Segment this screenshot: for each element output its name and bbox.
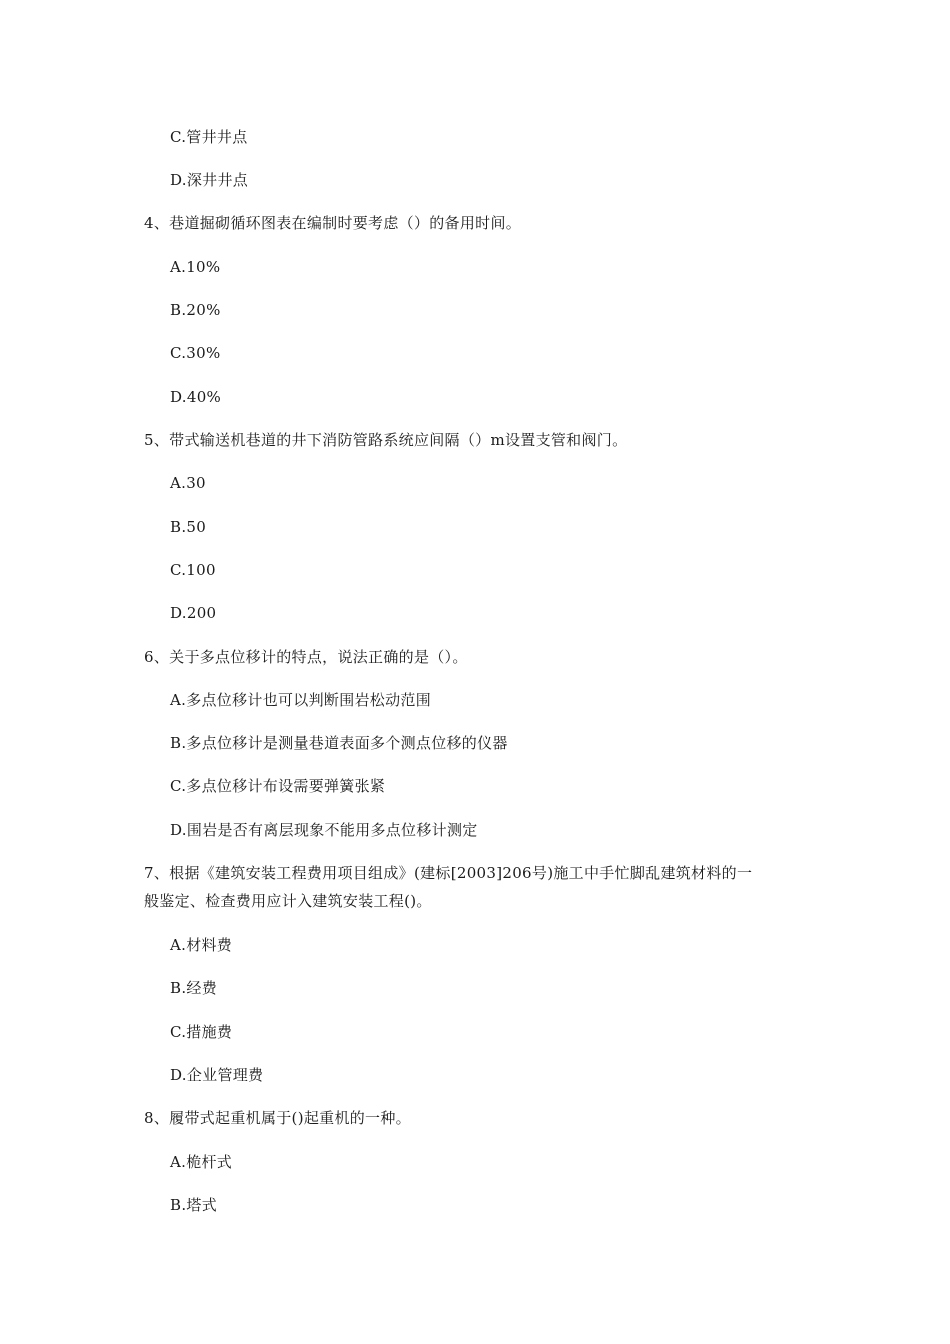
option-8a: A.桅杆式: [170, 1153, 233, 1171]
option-4c: C.30%: [170, 344, 221, 362]
question-7-line-2: 般鉴定、检查费用应计入建筑安装工程()。: [144, 892, 432, 910]
option-5c: C.100: [170, 561, 216, 579]
question-4: 4、巷道掘砌循环图表在编制时要考虑（）的备用时间。: [144, 214, 522, 232]
option-3d: D.深井井点: [170, 171, 249, 189]
option-7b: B.经费: [170, 979, 217, 997]
question-6: 6、关于多点位移计的特点，说法正确的是（）。: [144, 648, 468, 666]
option-7a: A.材料费: [170, 936, 233, 954]
option-6d: D.围岩是否有离层现象不能用多点位移计测定: [170, 821, 478, 839]
option-8b: B.塔式: [170, 1196, 217, 1214]
option-4b: B.20%: [170, 301, 221, 319]
option-6c: C.多点位移计布设需要弹簧张紧: [170, 777, 386, 795]
option-7d: D.企业管理费: [170, 1066, 264, 1084]
option-6b: B.多点位移计是测量巷道表面多个测点位移的仪器: [170, 734, 508, 752]
option-4a: A.10%: [170, 258, 221, 276]
option-5b: B.50: [170, 518, 207, 536]
option-7c: C.措施费: [170, 1023, 233, 1041]
question-8: 8、履带式起重机属于()起重机的一种。: [144, 1109, 411, 1127]
option-5d: D.200: [170, 604, 217, 622]
option-3c: C.管井井点: [170, 128, 248, 146]
option-4d: D.40%: [170, 388, 222, 406]
question-5: 5、带式输送机巷道的井下消防管路系统应间隔（）m设置支管和阀门。: [144, 431, 628, 449]
option-5a: A.30: [170, 474, 206, 492]
option-6a: A.多点位移计也可以判断围岩松动范围: [170, 691, 432, 709]
question-7-line-1: 7、根据《建筑安装工程费用项目组成》(建标[2003]206号)施工中手忙脚乱建筑材料的一: [144, 864, 753, 882]
